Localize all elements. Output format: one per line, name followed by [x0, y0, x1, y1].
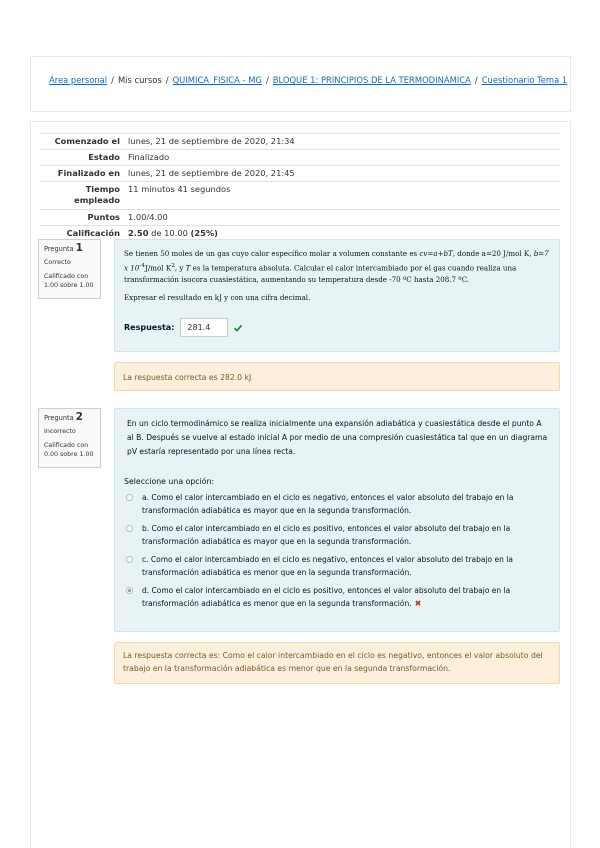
check-icon	[233, 323, 243, 333]
time-label: Tiempo empleado	[74, 184, 120, 205]
breadcrumb-quiz-link[interactable]: Cuestionario Tema 1	[481, 75, 568, 85]
points-label: Puntos	[87, 212, 120, 222]
state-label: Estado	[88, 152, 120, 162]
finished-label: Finalizado en	[57, 168, 120, 178]
option-c[interactable]	[124, 553, 550, 579]
answer-row	[124, 318, 550, 337]
radio-button[interactable]	[126, 556, 133, 563]
question-2-prompt: Seleccione una opción:	[124, 477, 215, 486]
question-1-b-exp: -4	[139, 263, 146, 269]
breadcrumb-course-link[interactable]: QUIMICA_FISICA - MG	[172, 75, 262, 85]
time-value: 11 minutos 41 segundos	[128, 184, 231, 194]
summary-row-state	[40, 150, 560, 166]
option-a-text: a. Como el calor intercambiado en el ciclo es negativo, entonces el valor absoluto del trabajo en la transformación adiabática es mayor que en la segunda transformación.	[142, 493, 514, 515]
breadcrumb-my-courses: Mis cursos	[117, 75, 162, 85]
question-2-content	[114, 408, 560, 632]
incorrect-icon: ✖	[414, 599, 422, 608]
option-b-text: b. Como el calor intercambiado en el ciclo es positivo, entonces el valor absoluto del trabajo en la transformación adiabática es mayor que en la segunda transformación.	[142, 524, 511, 546]
question-number-value: 2	[75, 411, 83, 423]
grade-max: de 10.00	[151, 228, 188, 238]
breadcrumb-card	[30, 56, 571, 112]
radio-button[interactable]	[126, 525, 133, 532]
option-d[interactable]	[124, 584, 550, 610]
option-b[interactable]	[124, 522, 550, 548]
breadcrumb-separator: /	[474, 75, 478, 85]
option-d-text: d. Como el calor intercambiado en el ciclo es positivo, entonces el valor absoluto del trabajo en la transformación adiabática es menor que en la segunda transformación.	[142, 586, 511, 608]
question-state: Correcto	[44, 259, 71, 266]
grade-score: 2.50	[128, 228, 149, 238]
question-state: Incorrecto	[44, 428, 76, 435]
question-1-text-c-exp: 2	[171, 263, 175, 269]
question-1-formula: cv=a+bT	[419, 249, 453, 258]
question-1-instruction: Expresar el resultado en kJ y con una cifra decimal.	[124, 293, 311, 303]
question-1-feedback: La respuesta correcta es 282.0 kJ	[114, 362, 560, 391]
breadcrumb-separator: /	[165, 75, 169, 85]
question-1-info	[38, 239, 101, 299]
question-label: Pregunta	[44, 245, 74, 253]
radio-button-selected[interactable]	[126, 587, 133, 594]
breadcrumb	[49, 75, 567, 85]
question-1-text-a: Se tienen 50 moles de un gas cuyo calor específico molar a volumen constante es	[124, 249, 420, 258]
question-2-feedback: La respuesta correcta es: Como el calor intercambiado en el ciclo es negativo, entonces el valor absoluto del trabajo en la transformación adiabática es menor que en la segunda transformación.	[114, 642, 560, 684]
state-value: Finalizado	[128, 152, 170, 162]
question-1-text-c: J/mol K	[145, 263, 172, 273]
question-1-text-e: es la temperatura absoluta. Calcular el calor intercambiado por el gas cuando realiza una transformación isocora cuasiestática, aumentando su temperatura desde -70 ºC hasta 208.7 ºC.	[124, 263, 517, 285]
points-value: 1.00/4.00	[128, 212, 168, 222]
breadcrumb-separator: /	[111, 75, 114, 85]
question-1-text-b: , donde a=20 J/mol K,	[452, 249, 534, 258]
finished-value: lunes, 21 de septiembre de 2020, 21:45	[128, 168, 295, 178]
question-1-content	[114, 239, 560, 352]
question-number	[44, 413, 95, 423]
breadcrumb-home-link[interactable]: Área personal	[49, 75, 108, 85]
question-number-value: 1	[75, 242, 83, 254]
option-a[interactable]	[124, 491, 550, 517]
started-value: lunes, 21 de septiembre de 2020, 21:34	[128, 136, 295, 146]
grade-percent: (25%)	[190, 228, 218, 238]
question-1-text	[124, 248, 550, 286]
grade-label: Calificación	[66, 228, 120, 238]
summary-row-finished	[40, 166, 560, 182]
question-1-text-d: , y	[174, 263, 186, 273]
question-2-text: En un ciclo termodinámico se realiza inicialmente una expansión adiabática y cuasiestática desde el punto A al B. Después se vuelve al estado inicial A por medio de una compresión cuasiestática tal que en un diagrama pV estaría representado por una línea recta.	[127, 419, 548, 456]
question-label: Pregunta	[44, 414, 74, 422]
question-number	[44, 244, 95, 254]
answer-input[interactable]: 281.4	[180, 318, 228, 337]
question-1-b-value: b=7 x 10	[124, 249, 549, 273]
question-grade: Calificado con 1.00 sobre 1.00	[44, 273, 94, 289]
radio-button[interactable]	[126, 494, 133, 501]
option-d-wrap	[142, 584, 550, 610]
question-2-info	[38, 408, 101, 468]
attempt-summary-table	[40, 133, 560, 241]
breadcrumb-section-link[interactable]: BLOQUE 1: PRINCIPIOS DE LA TERMODINÁMICA	[272, 75, 471, 85]
summary-row-time	[40, 182, 560, 210]
summary-row-started	[40, 134, 560, 150]
question-1-t-symbol: T	[185, 263, 191, 273]
started-label: Comenzado el	[54, 136, 120, 146]
option-c-text: c. Como el calor intercambiado en el ciclo es negativo, entonces el valor absoluto del trabajo en la transformación adiabática es menor que en la segunda transformación.	[142, 555, 513, 577]
answer-label: Respuesta:	[124, 323, 175, 333]
question-grade: Calificado con 0.00 sobre 1.00	[44, 442, 94, 458]
breadcrumb-separator: /	[265, 75, 269, 85]
summary-row-points	[40, 210, 560, 226]
